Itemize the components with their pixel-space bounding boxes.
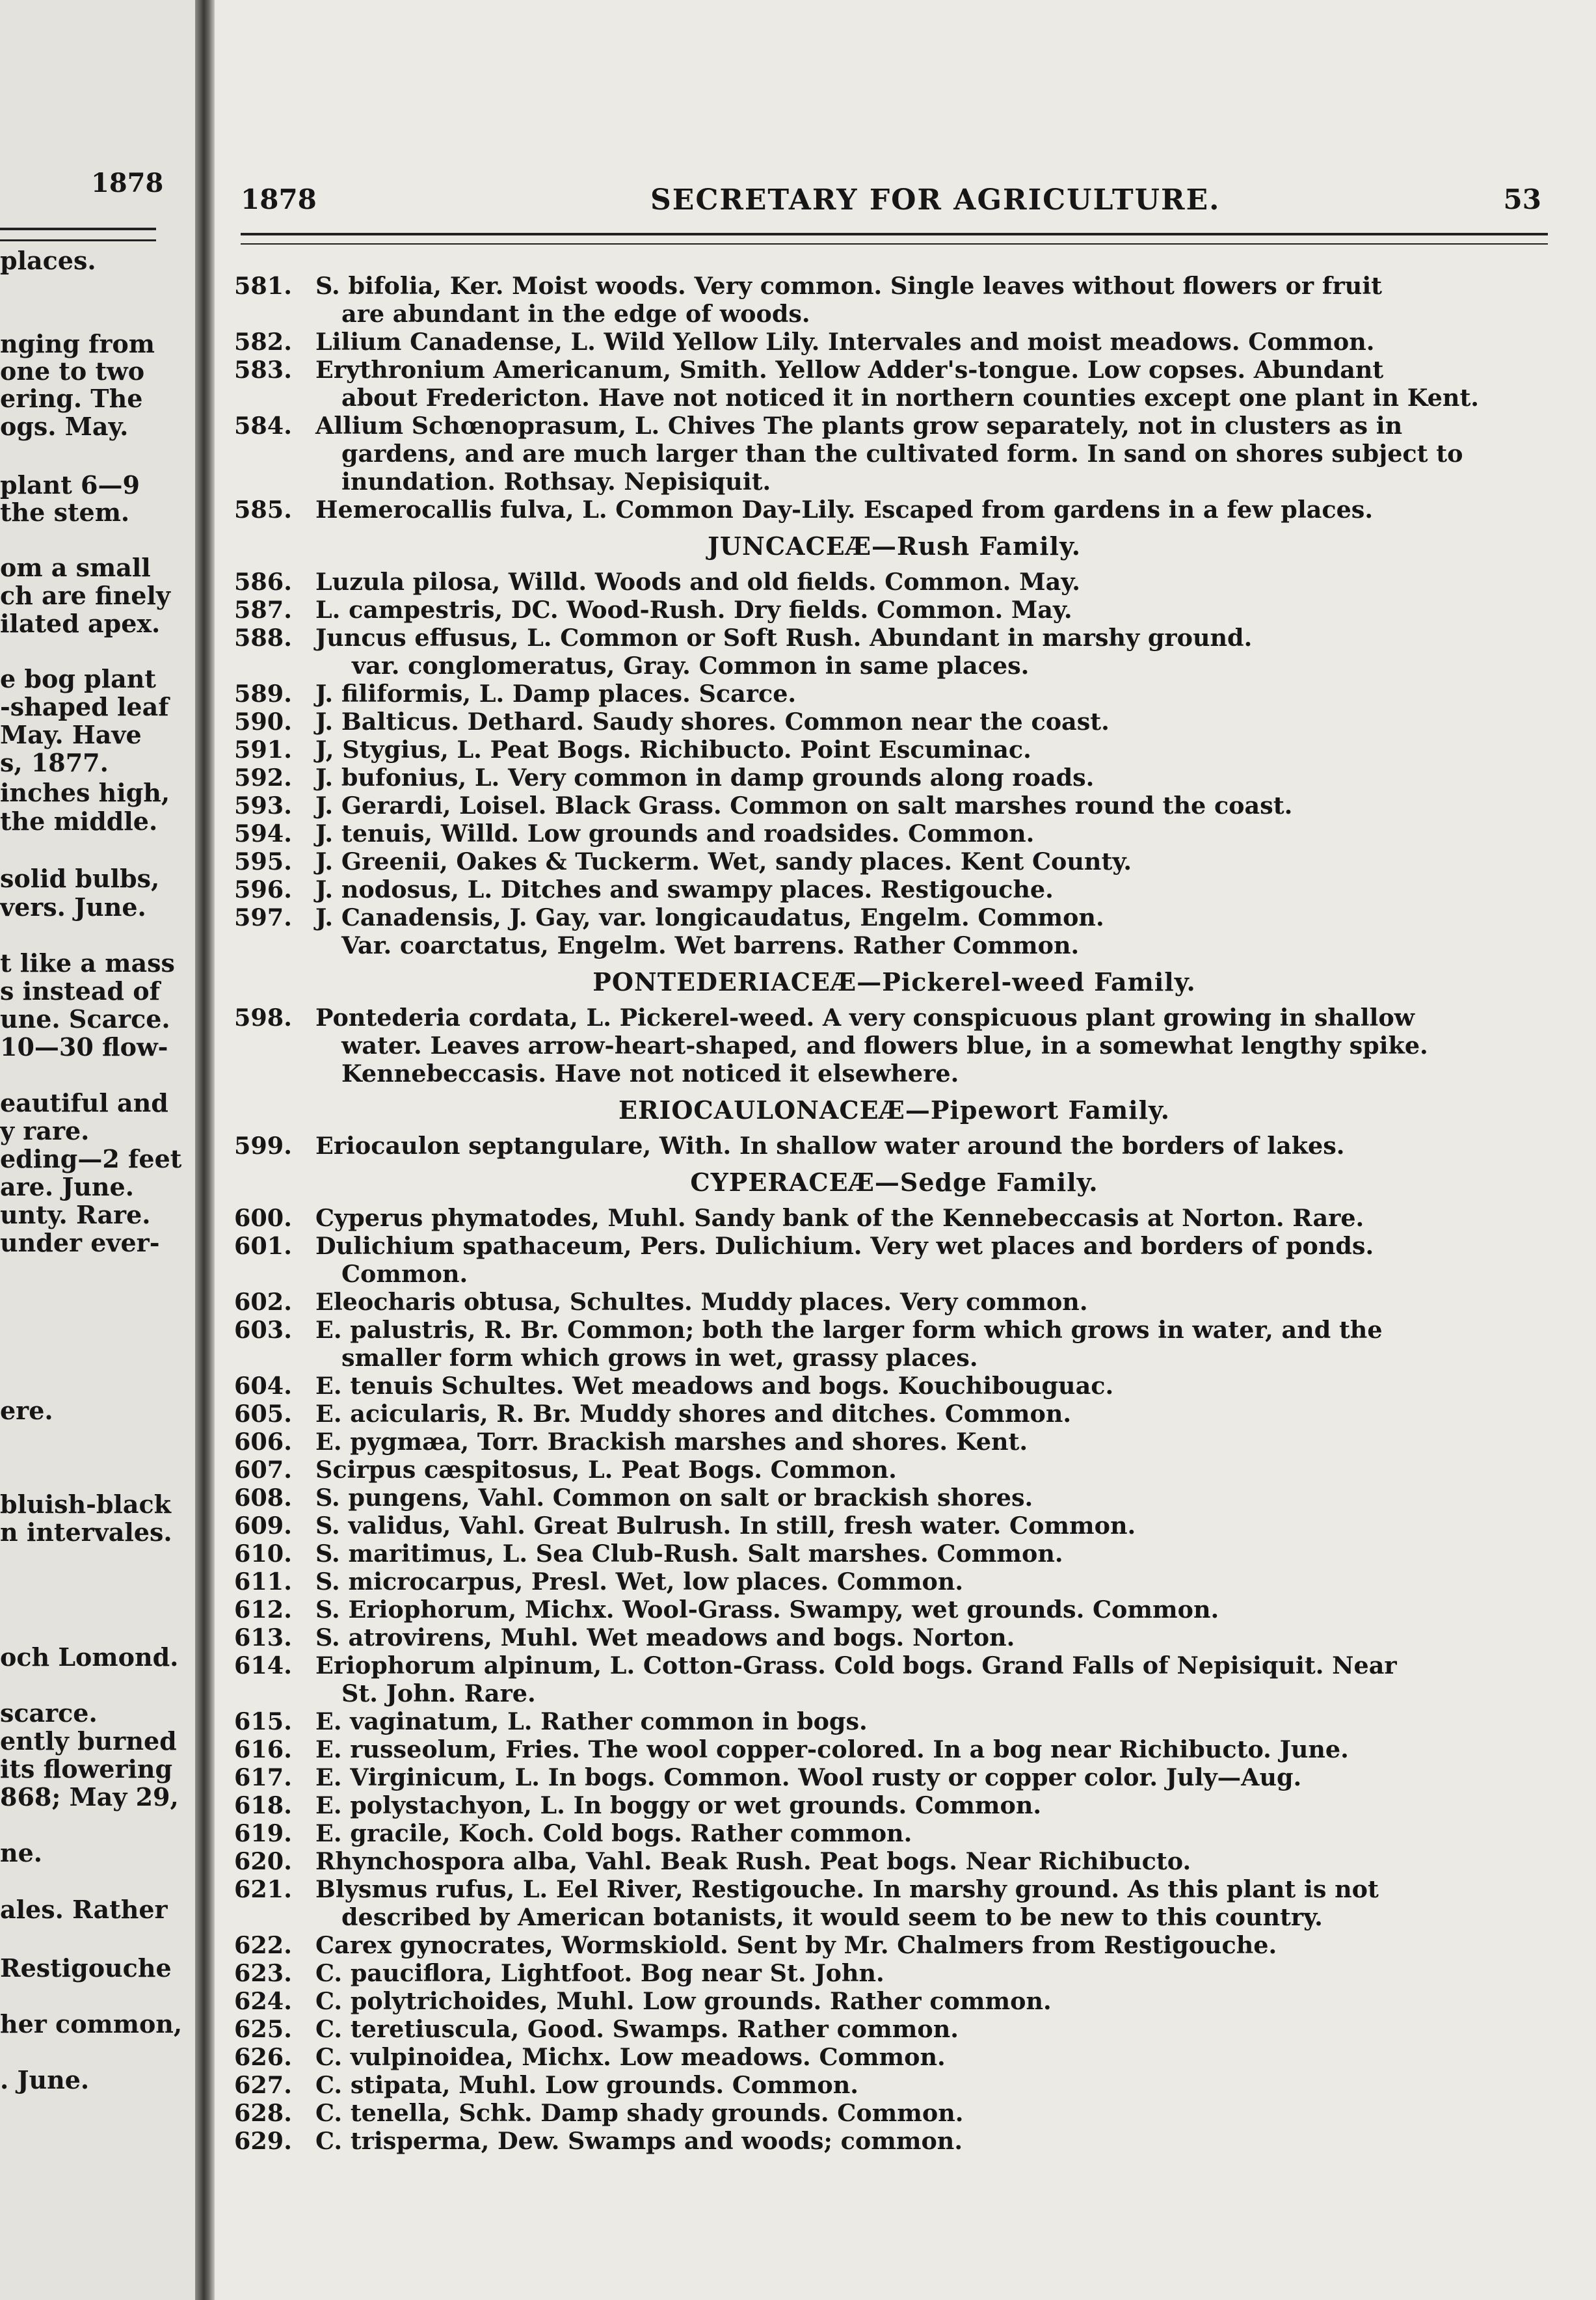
species-entry xyxy=(234,1400,1554,1428)
species-entry xyxy=(234,2071,1554,2099)
left-page-line: under ever- xyxy=(0,1228,160,1257)
left-page-line: ch are finely xyxy=(0,581,170,610)
entry-number: 590. xyxy=(234,708,292,736)
entry-text-line: Lilium Canadense, L. Wild Yellow Lily. Intervales and moist meadows. Common. xyxy=(315,328,1375,356)
entry-number: 614. xyxy=(234,1651,292,1679)
entry-number: 622. xyxy=(234,1931,292,1959)
left-page-line: places. xyxy=(0,246,96,275)
entry-number: 604. xyxy=(234,1372,292,1400)
entry-text-line: inundation. Rothsay. Nepisiquit. xyxy=(341,468,771,496)
entry-number: 591. xyxy=(234,736,292,764)
family-heading-text: PONTEDERIACEÆ—Pickerel-weed Family. xyxy=(592,967,1196,996)
left-page-line: om a small xyxy=(0,553,151,582)
entry-text-line: J. Canadensis, J. Gay, var. longicaudatus, Engelm. Common. xyxy=(315,903,1104,931)
family-heading-text: ERIOCAULONACEÆ—Pipewort Family. xyxy=(618,1095,1170,1125)
left-page-line: y rare. xyxy=(0,1116,90,1145)
entry-text-line: Blysmus rufus, L. Eel River, Restigouche. In marshy ground. As this plant is not xyxy=(315,1875,1379,1903)
entry-text-line: Erythronium Americanum, Smith. Yellow Adder's-tongue. Low copses. Abundant xyxy=(315,356,1384,384)
entry-text-line: Eleocharis obtusa, Schultes. Muddy places. Very common. xyxy=(315,1288,1088,1316)
left-page-line: t like a mass xyxy=(0,948,175,978)
entry-text-line: J. Balticus. Dethard. Saudy shores. Common near the coast. xyxy=(315,708,1110,736)
header-rule xyxy=(241,233,1548,245)
entry-number: 607. xyxy=(234,1456,292,1484)
entry-number: 623. xyxy=(234,1959,292,1987)
species-entry xyxy=(234,736,1554,764)
entry-text-line: L. campestris, DC. Wood-Rush. Dry fields. Common. May. xyxy=(315,596,1072,624)
family-heading-text: JUNCACEÆ—Rush Family. xyxy=(707,531,1082,561)
left-page-line: s instead of xyxy=(0,976,160,1006)
entry-text-line: Pontederia cordata, L. Pickerel-weed. A very conspicuous plant growing in shallow xyxy=(315,1004,1415,1032)
species-entry xyxy=(234,903,1554,931)
left-page-line: ogs. May. xyxy=(0,412,129,441)
species-entry xyxy=(234,1132,1554,1160)
left-page-line: ering. The xyxy=(0,384,143,413)
left-page-line: -shaped leaf xyxy=(0,692,169,721)
left-page-fragment xyxy=(0,0,195,2300)
entry-text-line: S. validus, Vahl. Great Bulrush. In still, fresh water. Common. xyxy=(315,1512,1136,1540)
entry-number: 625. xyxy=(234,2015,292,2043)
species-entry xyxy=(234,412,1554,496)
entry-text-line: Cyperus phymatodes, Muhl. Sandy bank of the Kennebeccasis at Norton. Rare. xyxy=(315,1204,1364,1232)
left-page-line: ently burned xyxy=(0,1726,177,1756)
left-page-line: one to two xyxy=(0,356,145,386)
entry-text-line: S. atrovirens, Muhl. Wet meadows and bogs. Norton. xyxy=(315,1624,1015,1651)
entry-text-line: C. pauciflora, Lightfoot. Bog near St. John. xyxy=(315,1959,884,1987)
right-page xyxy=(215,0,1596,2300)
entry-number: 609. xyxy=(234,1512,292,1540)
species-entry xyxy=(234,1707,1554,1735)
left-page-line: n intervales. xyxy=(0,1518,172,1547)
species-entry xyxy=(234,1484,1554,1512)
entry-number: 624. xyxy=(234,1987,292,2015)
entry-text-line: J. nodosus, L. Ditches and swampy places. Restigouche. xyxy=(315,876,1054,903)
left-page-line: unty. Rare. xyxy=(0,1200,151,1229)
entry-number: 601. xyxy=(234,1232,292,1260)
species-entry xyxy=(234,1288,1554,1316)
left-page-line: the middle. xyxy=(0,807,158,836)
entry-text-line: Juncus effusus, L. Common or Soft Rush. Abundant in marshy ground. xyxy=(315,624,1253,652)
species-entry xyxy=(234,1456,1554,1484)
entry-text-line: E. palustris, R. Br. Common; both the larger form which grows in water, and the xyxy=(315,1316,1383,1344)
family-heading xyxy=(234,1168,1554,1196)
species-entry xyxy=(234,1763,1554,1791)
entry-text-line: E. russeolum, Fries. The wool copper-colored. In a bog near Richibucto. June. xyxy=(315,1735,1349,1763)
entry-text-line: S. Eriophorum, Michx. Wool-Grass. Swampy, wet grounds. Common. xyxy=(315,1596,1219,1624)
family-heading xyxy=(234,532,1554,560)
left-page-line: ilated apex. xyxy=(0,609,161,638)
species-entry xyxy=(234,1316,1554,1372)
entry-number: 603. xyxy=(234,1316,292,1344)
entry-text-line: Common. xyxy=(341,1260,468,1288)
left-page-line: s, 1877. xyxy=(0,748,109,777)
species-entry xyxy=(234,1987,1554,2015)
entry-number: 584. xyxy=(234,412,292,440)
entry-text-line: St. John. Rare. xyxy=(341,1679,536,1707)
species-entry xyxy=(234,2043,1554,2071)
species-entry xyxy=(234,496,1554,524)
entry-text-line: E. vaginatum, L. Rather common in bogs. xyxy=(315,1707,868,1735)
entry-number: 588. xyxy=(234,624,292,652)
species-entry xyxy=(234,568,1554,596)
left-page-line: inches high, xyxy=(0,778,170,807)
species-entry xyxy=(234,1204,1554,1232)
left-page-line: ne. xyxy=(0,1838,43,1867)
entry-number: 597. xyxy=(234,903,292,931)
entry-text-line: C. trisperma, Dew. Swamps and woods; common. xyxy=(315,2127,963,2155)
left-page-line: May. Have xyxy=(0,720,142,749)
header-year: 1878 xyxy=(241,183,317,215)
header-title: SECRETARY FOR AGRICULTURE. xyxy=(650,183,1221,217)
entry-text-line: Allium Schœnoprasum, L. Chives The plants grow separately, not in clusters as in xyxy=(315,412,1403,440)
entry-number: 613. xyxy=(234,1624,292,1651)
species-entry xyxy=(234,1004,1554,1088)
species-entry xyxy=(234,272,1554,328)
entry-text-line: J. tenuis, Willd. Low grounds and roadsides. Common. xyxy=(315,820,1035,848)
species-entry xyxy=(234,708,1554,736)
species-entry xyxy=(234,792,1554,820)
species-entry xyxy=(234,624,1554,680)
species-entry xyxy=(234,820,1554,848)
left-page-line: och Lomond. xyxy=(0,1642,179,1672)
species-entry xyxy=(234,1847,1554,1875)
entry-number: 594. xyxy=(234,820,292,848)
entry-number: 598. xyxy=(234,1004,292,1032)
left-page-line: plant 6—9 xyxy=(0,470,140,500)
entry-text-line: E. acicularis, R. Br. Muddy shores and ditches. Common. xyxy=(315,1400,1072,1428)
left-page-line: her common, xyxy=(0,2009,183,2039)
entry-number: 621. xyxy=(234,1875,292,1903)
left-page-line: are. June. xyxy=(0,1172,134,1201)
left-page-line: Restigouche xyxy=(0,1953,172,1983)
family-heading xyxy=(234,1096,1554,1124)
entry-number: 616. xyxy=(234,1735,292,1763)
species-entry xyxy=(234,848,1554,876)
species-entry xyxy=(234,356,1554,412)
entry-text-line: E. pygmæa, Torr. Brackish marshes and shores. Kent. xyxy=(315,1428,1028,1456)
entry-text-line: J. Gerardi, Loisel. Black Grass. Common on salt marshes round the coast. xyxy=(315,792,1293,820)
species-entry xyxy=(234,1624,1554,1651)
species-entry xyxy=(234,1372,1554,1400)
entry-number: 586. xyxy=(234,568,292,596)
entry-text-line: Var. coarctatus, Engelm. Wet barrens. Rather Common. xyxy=(341,931,1080,959)
left-page-line: the stem. xyxy=(0,498,130,527)
entry-text-line: E. Virginicum, L. In bogs. Common. Wool rusty or copper color. July—Aug. xyxy=(315,1763,1302,1791)
left-page-line: 10—30 flow- xyxy=(0,1032,168,1062)
entry-text-line: J, Stygius, L. Peat Bogs. Richibucto. Point Escuminac. xyxy=(315,736,1031,764)
left-page-line: e bog plant xyxy=(0,664,156,693)
entry-number: 619. xyxy=(234,1819,292,1847)
entry-text-line: J. filiformis, L. Damp places. Scarce. xyxy=(315,680,797,708)
species-entry xyxy=(234,1512,1554,1540)
species-entry xyxy=(234,680,1554,708)
family-heading xyxy=(234,968,1554,996)
entry-number: 599. xyxy=(234,1132,292,1160)
entry-text-line: S. microcarpus, Presl. Wet, low places. Common. xyxy=(315,1568,964,1596)
entry-number: 592. xyxy=(234,764,292,792)
species-entry xyxy=(234,2127,1554,2155)
left-page-line: solid bulbs, xyxy=(0,864,160,893)
entry-number: 610. xyxy=(234,1540,292,1568)
entry-number: 583. xyxy=(234,356,292,384)
entry-text-line: Luzula pilosa, Willd. Woods and old fields. Common. May. xyxy=(315,568,1080,596)
entry-number: 587. xyxy=(234,596,292,624)
species-entry xyxy=(234,328,1554,356)
entry-text-line: C. stipata, Muhl. Low grounds. Common. xyxy=(315,2071,858,2099)
entry-number: 629. xyxy=(234,2127,292,2155)
left-page-line: ales. Rather xyxy=(0,1895,168,1924)
species-entry xyxy=(234,1651,1554,1707)
entry-text-line: about Fredericton. Have not noticed it in northern counties except one plant in Kent. xyxy=(341,384,1480,412)
entry-text-line: gardens, and are much larger than the cultivated form. In sand on shores subject to xyxy=(341,440,1463,468)
left-page-line: eding—2 feet xyxy=(0,1144,182,1173)
entry-number: 585. xyxy=(234,496,292,524)
entry-text-line: S. pungens, Vahl. Common on salt or brackish shores. xyxy=(315,1484,1033,1512)
entry-number: 596. xyxy=(234,876,292,903)
book-gutter xyxy=(195,0,215,2300)
left-page-line: its flowering xyxy=(0,1754,173,1784)
entry-number: 620. xyxy=(234,1847,292,1875)
left-page-line: scarce. xyxy=(0,1698,98,1728)
entry-text-line: are abundant in the edge of woods. xyxy=(341,300,810,328)
left-page-line: 868; May 29, xyxy=(0,1782,179,1812)
left-page-line: vers. June. xyxy=(0,892,146,922)
page-body xyxy=(234,272,1554,2155)
entry-text-line: E. polystachyon, L. In boggy or wet grounds. Common. xyxy=(315,1791,1042,1819)
entry-text-line: Rhynchospora alba, Vahl. Beak Rush. Peat bogs. Near Richibucto. xyxy=(315,1847,1191,1875)
entry-text-line: S. bifolia, Ker. Moist woods. Very common. Single leaves without flowers or fruit xyxy=(315,272,1383,300)
entry-text-line: J. Greenii, Oakes & Tuckerm. Wet, sandy places. Kent County. xyxy=(315,848,1132,876)
entry-number: 626. xyxy=(234,2043,292,2071)
entry-number: 595. xyxy=(234,848,292,876)
entry-number: 618. xyxy=(234,1791,292,1819)
left-page-year: 1878 xyxy=(91,168,164,198)
entry-text-line: Eriocaulon septangulare, With. In shallow water around the borders of lakes. xyxy=(315,1132,1345,1160)
species-entry xyxy=(234,2099,1554,2127)
left-page-line: . June. xyxy=(0,2065,90,2094)
species-entry xyxy=(234,1791,1554,1819)
entry-text-line: S. maritimus, L. Sea Club-Rush. Salt marshes. Common. xyxy=(315,1540,1063,1568)
entry-text-line: described by American botanists, it would seem to be new to this country. xyxy=(341,1903,1323,1931)
species-entry xyxy=(234,1931,1554,1959)
entry-text-line: Scirpus cæspitosus, L. Peat Bogs. Common. xyxy=(315,1456,897,1484)
entry-number: 628. xyxy=(234,2099,292,2127)
entry-text-line: water. Leaves arrow-heart-shaped, and flowers blue, in a somewhat lengthy spike. xyxy=(341,1032,1428,1060)
species-entry xyxy=(234,764,1554,792)
entry-number: 581. xyxy=(234,272,292,300)
left-header-rule xyxy=(0,228,156,241)
left-page-line: bluish-black xyxy=(0,1490,171,1519)
entry-number: 593. xyxy=(234,792,292,820)
left-page-line: une. Scarce. xyxy=(0,1004,170,1034)
species-entry xyxy=(234,1596,1554,1624)
entry-number: 611. xyxy=(234,1568,292,1596)
entry-number: 608. xyxy=(234,1484,292,1512)
entry-text-line: smaller form which grows in wet, grassy places. xyxy=(341,1344,978,1372)
species-entry xyxy=(234,1428,1554,1456)
species-entry xyxy=(234,876,1554,903)
left-page-line: nging from xyxy=(0,329,155,358)
entry-number: 627. xyxy=(234,2071,292,2099)
entry-number: 602. xyxy=(234,1288,292,1316)
page-number: 53 xyxy=(1503,183,1541,215)
entry-text-line: J. bufonius, L. Very common in damp grounds along roads. xyxy=(315,764,1095,792)
species-entry xyxy=(234,1735,1554,1763)
running-header xyxy=(241,183,1541,229)
species-entry xyxy=(234,2015,1554,2043)
entry-text-line: Kennebeccasis. Have not noticed it elsewhere. xyxy=(341,1060,959,1088)
entry-number: 606. xyxy=(234,1428,292,1456)
left-page-line: ere. xyxy=(0,1396,53,1425)
species-entry xyxy=(234,1568,1554,1596)
entry-text-line: E. tenuis Schultes. Wet meadows and bogs. Kouchibouguac. xyxy=(315,1372,1114,1400)
entry-text-line: Carex gynocrates, Wormskiold. Sent by Mr. Chalmers from Restigouche. xyxy=(315,1931,1277,1959)
entry-text-line: Dulichium spathaceum, Pers. Dulichium. Very wet places and borders of ponds. xyxy=(315,1232,1374,1260)
entry-text-line: C. teretiuscula, Good. Swamps. Rather common. xyxy=(315,2015,959,2043)
family-heading-text: CYPERACEÆ—Sedge Family. xyxy=(690,1168,1098,1197)
entry-number: 612. xyxy=(234,1596,292,1624)
left-page-line: eautiful and xyxy=(0,1088,168,1117)
entry-number: 589. xyxy=(234,680,292,708)
entry-number: 605. xyxy=(234,1400,292,1428)
entry-number: 600. xyxy=(234,1204,292,1232)
entry-number: 617. xyxy=(234,1763,292,1791)
variety-line xyxy=(234,931,1554,959)
species-entry xyxy=(234,1875,1554,1931)
entry-text-line: C. polytrichoides, Muhl. Low grounds. Rather common. xyxy=(315,1987,1052,2015)
entry-text-line: E. gracile, Koch. Cold bogs. Rather common. xyxy=(315,1819,912,1847)
entry-text-line: Hemerocallis fulva, L. Common Day-Lily. Escaped from gardens in a few places. xyxy=(315,496,1374,524)
species-entry xyxy=(234,1959,1554,1987)
entry-number: 582. xyxy=(234,328,292,356)
species-entry xyxy=(234,1540,1554,1568)
species-entry xyxy=(234,1819,1554,1847)
species-entry xyxy=(234,1232,1554,1288)
entry-number: 615. xyxy=(234,1707,292,1735)
entry-variety-line: var. conglomeratus, Gray. Common in same places. xyxy=(352,652,1030,680)
species-entry xyxy=(234,596,1554,624)
entry-text-line: Eriophorum alpinum, L. Cotton-Grass. Cold bogs. Grand Falls of Nepisiquit. Near xyxy=(315,1651,1397,1679)
entry-text-line: C. vulpinoidea, Michx. Low meadows. Common. xyxy=(315,2043,946,2071)
entry-text-line: C. tenella, Schk. Damp shady grounds. Common. xyxy=(315,2099,964,2127)
